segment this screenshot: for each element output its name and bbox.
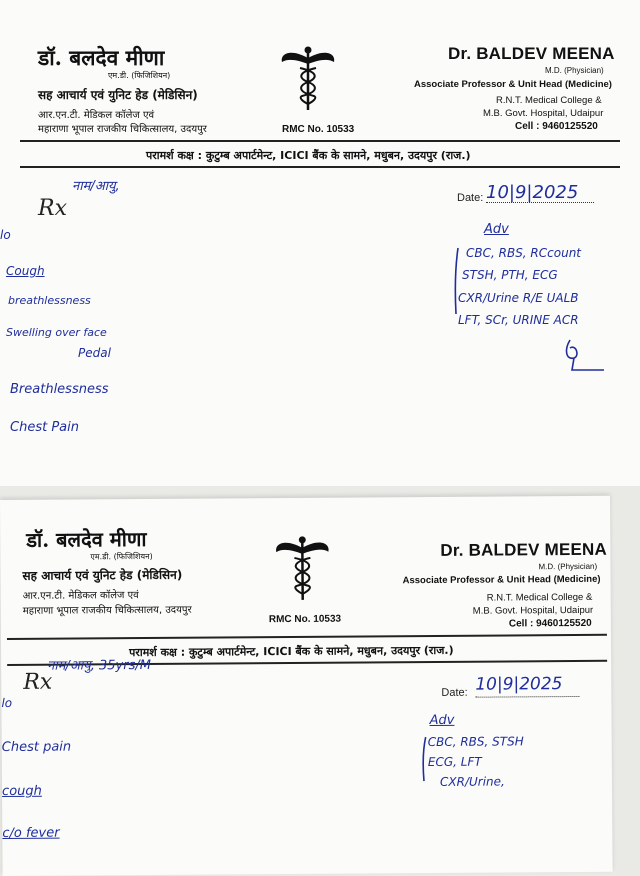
caduceus-icon <box>272 534 332 602</box>
advice-item: STSH, PTH, ECG <box>462 268 558 282</box>
complaint-item: Breathlessness <box>10 382 109 397</box>
advice-item: CXR/Urine R/E UALB <box>458 291 579 305</box>
advice-heading: Adv <box>429 712 455 729</box>
complaint-item: lo <box>1 695 13 710</box>
complaint-item: Cough <box>6 264 45 278</box>
college-hindi: आर.एन.टी. मेडिकल कॉलेज एवं <box>22 590 139 602</box>
hospital-english: M.B. Govt. Hospital, Udaipur <box>483 108 604 119</box>
rmc-number: RMC No. 10533 <box>268 613 342 626</box>
doctor-title-hindi: सह आचार्य एवं युनिट हेड (मेडिसिन) <box>22 567 183 583</box>
chamber-address: परामर्श कक्ष : कुटुम्ब अपार्टमेन्ट, ICICI बैंक के सामने, मधुबन, उदयपुर (राज.) <box>146 149 471 162</box>
advice-item: CBC, RBS, RCcount <box>466 246 582 260</box>
rmc-number: RMC No. 10533 <box>282 124 355 135</box>
doctor-title-english: Associate Professor & Unit Head (Medicine) <box>402 573 601 587</box>
patient-name-age: नाम/आयु, <box>72 179 120 194</box>
complaint-item: lo <box>0 228 11 242</box>
college-english: R.N.T. Medical College & <box>496 95 602 106</box>
complaint-item: Pedal <box>78 346 111 360</box>
bracket-mark <box>452 246 462 316</box>
date-value: 10|9|2025 <box>486 182 579 203</box>
address-divider <box>20 166 620 168</box>
date-line <box>486 202 594 203</box>
doctor-degree-english: M.D. (Physician) <box>545 66 604 75</box>
doctor-title-english: Associate Professor & Unit Head (Medicine) <box>414 79 612 90</box>
advice-item: CXR/Urine, <box>439 774 505 789</box>
cell-number: Cell : 9460125520 <box>515 121 598 132</box>
advice-heading: Adv <box>484 222 509 237</box>
date-value: 10|9|2025 <box>475 674 563 695</box>
complaint-item: cough <box>1 783 42 799</box>
doctor-degree-hindi: एम.डी. (फिजिशियन) <box>108 71 171 80</box>
date-label: Date: <box>457 192 484 204</box>
patient-name-age: नाम/आयु, 35yrs/M <box>47 657 151 674</box>
advice-item: LFT, SCr, URINE ACR <box>458 313 579 327</box>
college-english: R.N.T. Medical College & <box>486 591 593 604</box>
doctor-degree-hindi: एम.डी. (फिजिशियन) <box>90 551 153 562</box>
prescription-sheet-bottom <box>0 496 613 876</box>
complaint-item: Swelling over face <box>6 326 107 339</box>
complaint-item: Chest pain <box>1 739 72 755</box>
doctor-title-hindi: सह आचार्य एवं युनिट हेड (मेडिसिन) <box>38 88 198 102</box>
date-label: Date: <box>441 686 468 699</box>
doctor-degree-english: M.D. (Physician) <box>538 561 598 572</box>
cell-number: Cell : 9460125520 <box>508 617 592 630</box>
doctor-name-hindi: डॉ. बलदेव मीणा <box>26 526 147 552</box>
complaint-item: Chest Pain <box>10 420 79 435</box>
hospital-english: M.B. Govt. Hospital, Udaipur <box>472 604 594 617</box>
header-divider <box>7 634 607 640</box>
chamber-address: परामर्श कक्ष : कुटुम्ब अपार्टमेन्ट, ICICI बैंक के सामने, मधुबन, उदयपुर (राज.) <box>129 643 454 660</box>
rx-symbol: Rx <box>38 196 67 221</box>
header-divider <box>20 140 620 142</box>
doctor-name-english: Dr. BALDEV MEENA <box>440 539 608 560</box>
advice-item: ECG, LFT <box>427 754 482 770</box>
hospital-hindi: महाराणा भूपाल राजकीय चिकित्सालय, उदयपुर <box>22 604 192 617</box>
signature-mark <box>560 336 608 376</box>
complaint-item: c/o fever <box>2 825 60 841</box>
caduceus-icon <box>278 44 338 112</box>
rx-symbol: Rx <box>23 669 53 695</box>
complaint-item: breathlessness <box>8 294 91 307</box>
college-hindi: आर.एन.टी. मेडिकल कॉलेज एवं <box>38 110 155 121</box>
date-line <box>475 696 579 698</box>
advice-item: CBC, RBS, STSH <box>427 734 524 750</box>
hospital-hindi: महाराणा भूपाल राजकीय चिकित्सालय, उदयपुर <box>38 124 207 135</box>
doctor-name-hindi: डॉ. बलदेव मीणा <box>38 45 165 70</box>
doctor-name-english: Dr. BALDEV MEENA <box>448 44 615 63</box>
